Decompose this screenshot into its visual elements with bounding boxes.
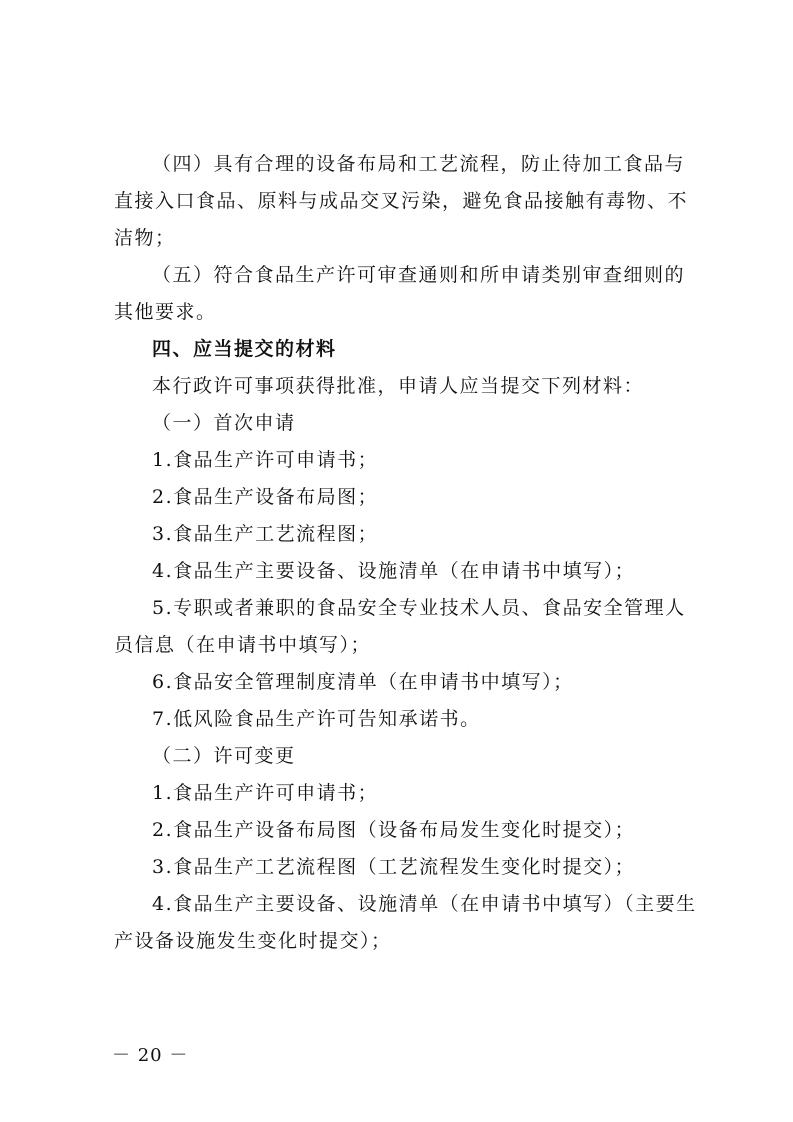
first-application-item-1: 1.食品生产许可申请书； — [152, 449, 379, 471]
paragraph-4-line-2: 直接入口食品、原料与成品交叉污染，避免食品接触有毒物、不 — [114, 190, 689, 212]
license-change-item-3: 3.食品生产工艺流程图（工艺流程发生变化时提交）； — [152, 856, 636, 878]
first-application-item-2: 2.食品生产设备布局图； — [152, 486, 379, 508]
first-application-item-3: 3.食品生产工艺流程图； — [152, 523, 379, 545]
first-application-item-5-line-2: 员信息（在申请书中填写）； — [114, 634, 372, 656]
first-application-item-6: 6.食品安全管理制度清单（在申请书中填写）； — [152, 671, 574, 693]
first-application-heading: （一）首次申请 — [152, 412, 296, 434]
paragraph-4-line-3: 洁物； — [114, 227, 176, 249]
paragraph-5-line-2: 其他要求。 — [114, 301, 217, 323]
license-change-heading: （二）许可变更 — [152, 745, 296, 767]
license-change-item-4-line-1: 4.食品生产主要设备、设施清单（在申请书中填写）（主要生 — [152, 893, 697, 915]
license-change-item-1: 1.食品生产许可申请书； — [152, 782, 379, 804]
section-4-intro: 本行政许可事项获得批准，申请人应当提交下列材料： — [152, 375, 645, 397]
paragraph-5-line-1: （五）符合食品生产许可审查通则和所申请类别审查细则的 — [152, 264, 686, 286]
paragraph-4-line-1: （四）具有合理的设备布局和工艺流程，防止待加工食品与 — [152, 153, 686, 175]
first-application-item-4: 4.食品生产主要设备、设施清单（在申请书中填写）； — [152, 560, 636, 582]
first-application-item-7: 7.低风险食品生产许可告知承诺书。 — [152, 708, 481, 730]
license-change-item-4-line-2: 产设备设施发生变化时提交）； — [114, 930, 392, 952]
page-number: － 20 － — [112, 1045, 189, 1066]
first-application-item-5-line-1: 5.专职或者兼职的食品安全专业技术人员、食品安全管理人 — [152, 597, 686, 619]
section-4-heading: 四、应当提交的材料 — [152, 338, 337, 360]
license-change-item-2: 2.食品生产设备布局图（设备布局发生变化时提交）； — [152, 819, 636, 841]
